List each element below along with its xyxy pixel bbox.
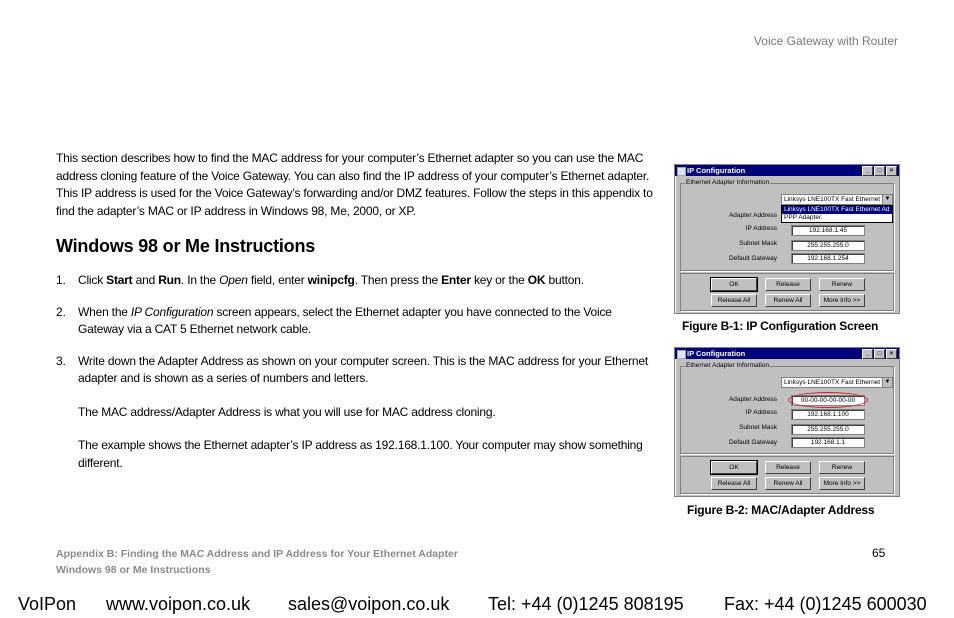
company-name: VoIPon xyxy=(18,594,77,614)
adapter-info-group: Ethernet Adapter Information xyxy=(680,183,894,271)
renew-button[interactable]: Renew xyxy=(819,278,865,291)
adapter-dropdown-list[interactable] xyxy=(781,205,893,223)
page-number: 65 xyxy=(872,546,886,560)
running-header: Voice Gateway with Router xyxy=(753,34,898,48)
ip-config-dialog-2 xyxy=(674,347,900,497)
default-gateway-label: Default Gateway xyxy=(728,255,777,262)
ip-address-label: IP Address xyxy=(745,409,777,416)
email-link[interactable]: sales@voipon.co.uk xyxy=(288,594,450,614)
release-all-button[interactable]: Release All xyxy=(711,294,757,307)
adapter-select[interactable]: Linksys LNE100TX Fast Ethernet ▼ xyxy=(781,377,893,388)
maximize-icon[interactable]: □ xyxy=(874,349,885,359)
minimize-icon[interactable]: _ xyxy=(862,166,873,176)
dialog-titlebar: IP Configuration _ □ × xyxy=(675,165,899,176)
website-link[interactable]: www.voipon.co.uk xyxy=(106,594,251,614)
intro-paragraph: This section describes how to find the MAC address for your computer’s Ethernet adapter so you can use the MAC address cloning feature of the Voice Gateway. You can also find the IP address of your computer’s Ethernet adapter. This IP address is used for the Voice Gateway’s forwarding and/or DMZ features. Follow the steps in this appendix to find the adapter’s MAC or IP address in Windows 98, Me, 2000, or XP. xyxy=(56,151,653,218)
ok-button[interactable]: OK xyxy=(711,461,757,474)
subnet-mask-field: 255.255.255.0 xyxy=(791,240,865,251)
step-2: 2. When the IP Configuration screen appears, select the Ethernet adapter you have connected to the Voice Gateway via a CAT 5 Ethernet network cable. xyxy=(56,304,612,336)
step-1: 1. Click Start and Run. In the Open field, enter winipcfg. Then press the Enter key or the OK button. xyxy=(56,273,584,287)
dropdown-option[interactable]: Linksys LNE100TX Fast Ethernet Ad xyxy=(782,206,892,214)
default-gateway-field: 192.168.1.1 xyxy=(791,437,865,448)
renew-all-button[interactable]: Renew All xyxy=(765,477,811,490)
subnet-mask-label: Subnet Mask xyxy=(739,424,777,431)
adapter-address-label: Adapter Address xyxy=(728,396,777,403)
steps-list xyxy=(56,272,656,486)
default-gateway-field: 192.168.1.254 xyxy=(791,253,865,264)
step-3: 3. Write down the Adapter Address as shown on your computer screen. This is the MAC address for your Ethernet adapter and is shown as a series of numbers and letters. The MAC address/Adapter Address is what you will use for MAC address cloning. The example shows the Ethernet adapter’s IP address as 192.168.1.100. Your computer may show something different. xyxy=(56,353,648,470)
release-button[interactable]: Release xyxy=(765,278,811,291)
default-gateway-label: Default Gateway xyxy=(728,439,777,446)
subnet-mask-label: Subnet Mask xyxy=(739,240,777,247)
close-icon[interactable]: × xyxy=(886,349,897,359)
network-icon xyxy=(677,350,686,359)
ip-config-dialog-1 xyxy=(674,164,900,314)
footer-section: Windows 98 or Me Instructions xyxy=(56,564,211,576)
close-icon[interactable]: × xyxy=(886,166,897,176)
chevron-down-icon[interactable]: ▼ xyxy=(882,195,892,204)
minimize-icon[interactable]: _ xyxy=(862,349,873,359)
chevron-down-icon[interactable]: ▼ xyxy=(882,378,892,387)
release-all-button[interactable]: Release All xyxy=(711,477,757,490)
adapter-address-field: 00-00-00-00-00-00 xyxy=(791,395,865,406)
maximize-icon[interactable]: □ xyxy=(874,166,885,176)
renew-button[interactable]: Renew xyxy=(819,461,865,474)
adapter-select[interactable]: Linksys LNE100TX Fast Ethernet ▼ xyxy=(781,194,893,205)
ip-address-label: IP Address xyxy=(745,225,777,232)
figure-1-caption: Figure B-1: IP Configuration Screen xyxy=(682,319,879,333)
adapter-address-label: Adapter Address xyxy=(728,212,777,219)
more-info-button[interactable]: More Info >> xyxy=(819,294,865,307)
more-info-button[interactable]: More Info >> xyxy=(819,477,865,490)
page-footer xyxy=(56,546,458,578)
phone-number: Tel: +44 (0)1245 808195 xyxy=(488,594,684,614)
highlight-oval xyxy=(788,392,868,408)
ok-button[interactable]: OK xyxy=(711,278,757,291)
adapter-info-group: Ethernet Adapter Information xyxy=(680,366,894,454)
network-icon xyxy=(677,167,686,176)
renew-all-button[interactable]: Renew All xyxy=(765,294,811,307)
dialog-titlebar: IP Configuration _ □ × xyxy=(675,348,899,359)
figure-2-caption: Figure B-2: MAC/Adapter Address xyxy=(687,503,875,517)
fax-number: Fax: +44 (0)1245 600030 xyxy=(724,594,927,614)
section-title: Windows 98 or Me Instructions xyxy=(56,236,316,256)
subnet-mask-field: 255.255.255.0 xyxy=(791,424,865,435)
ip-address-field: 192.168.1.45 xyxy=(791,225,865,236)
release-button[interactable]: Release xyxy=(765,461,811,474)
footer-chapter: Appendix B: Finding the MAC Address and IP Address for Your Ethernet Adapter xyxy=(56,548,458,560)
ip-address-field: 192.168.1.100 xyxy=(791,409,865,420)
dropdown-option[interactable]: PPP Adapter. xyxy=(784,214,823,221)
